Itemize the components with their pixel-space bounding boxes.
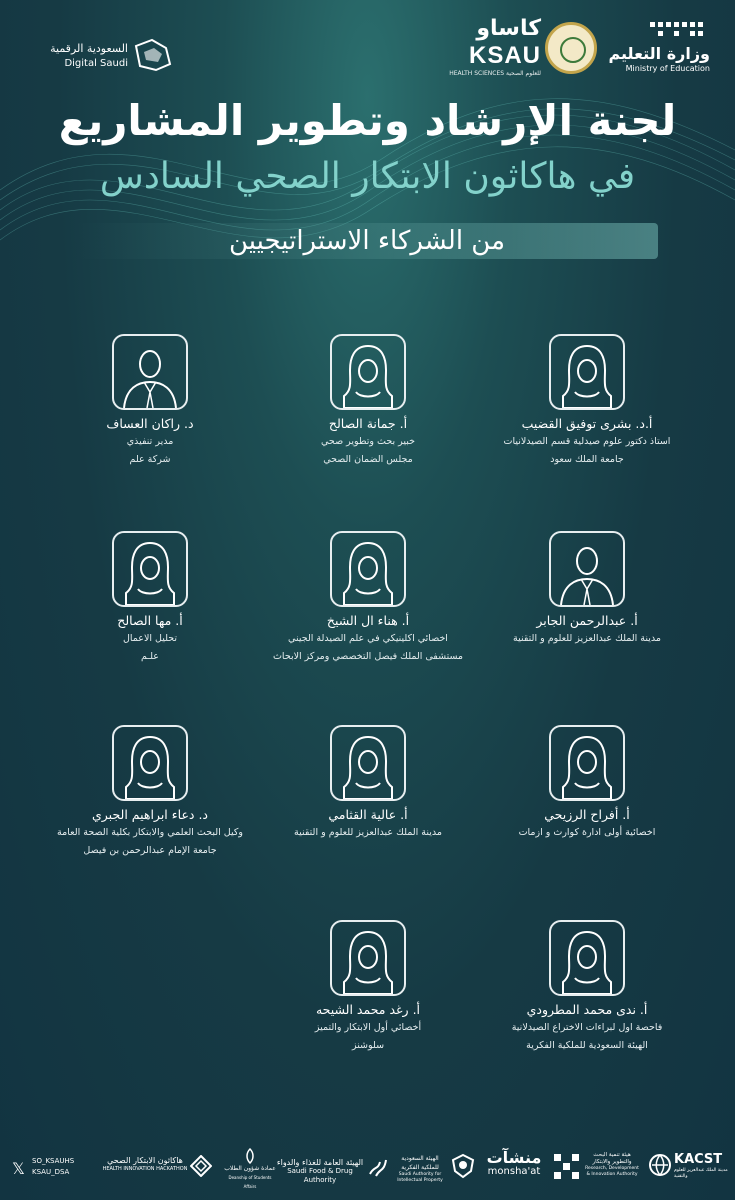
moe-arabic: وزارة التعليم [608,44,710,63]
student-affairs-english: Deanship of Students Affairs [228,1175,272,1189]
member-role-line1: مدينة الملك عبدالعزيز للعلوم و التقنية [513,633,661,644]
member-name: أ.د. بشرى توفيق القضيب [521,416,653,431]
digital-saudi-logo [52,38,172,78]
male-avatar-icon [549,531,625,607]
rdia-logo [584,1148,640,1186]
social-handles [12,1155,92,1185]
member-card [253,920,483,1053]
member-card [472,725,702,840]
member-card [253,725,483,840]
sfda-arabic: الهيئة العامة للغذاء والدواء [276,1158,364,1167]
hackathon-english: HEALTH INNOVATION HACKATHON [102,1166,188,1172]
member-card [253,334,483,467]
hackathon-diamond-icon [190,1155,212,1177]
female-avatar-icon [112,531,188,607]
kacst-globe-icon [648,1153,672,1177]
male-avatar-icon [112,334,188,410]
saip-arabic: الهيئة السعودية للملكية الفكرية [401,1155,439,1171]
student-affairs-arabic: عمادة شؤون الطلاب [224,1165,276,1172]
hackathon-subtitle: في هاكاثون الابتكار الصحي السادس [99,156,636,197]
member-role-line1: فاحصة اول لبراءات الاختراع الصيدلانية [511,1022,663,1033]
sfda-english: Saudi Food & Drug Authority [287,1167,353,1184]
female-avatar-icon [549,920,625,996]
social-handle-2: KSAU_DSA [32,1168,70,1176]
member-name: د. دعاء ابراهيم الجبري [92,807,208,822]
member-role-line1: اخصائي اكلينيكي في علم الصيدلة الجيني [288,633,448,644]
saip-logo [392,1148,448,1186]
female-avatar-icon [112,725,188,801]
monshaat-english: monsha'at [487,1166,541,1177]
member-role-line2: مجلس الضمان الصحي [323,454,413,465]
student-affairs-icon [242,1148,258,1164]
digital-saudi-arabic: السعودية الرقمية [50,42,128,55]
member-role-line1: مدير تنفيذي [126,436,174,447]
member-card [253,531,483,664]
female-avatar-icon [549,334,625,410]
monshaat-logo [486,1148,542,1186]
kacst-logo [674,1148,730,1186]
ksau-logo [445,16,541,76]
x-twitter-icon: 𝕏 [12,1159,25,1178]
ksau-subtitle: HEALTH SCIENCES للعلوم الصحية [449,70,541,77]
rdia-blocks-icon [552,1152,582,1182]
kacst-english: KACST [674,1152,723,1167]
ksau-arabic: كاساو [476,16,541,41]
member-card [472,531,702,646]
saip-shield-icon [450,1153,476,1179]
member-name: أ. عالية القثامي [328,807,408,822]
moe-english: Ministry of Education [625,64,710,73]
member-role-line1: وكيل البحث العلمي والابتكار بكلية الصحة العامة [57,827,243,838]
member-name: أ. رغد محمد الشيحه [315,1002,421,1017]
digital-saudi-english: Digital Saudi [64,58,128,69]
female-avatar-icon [330,334,406,410]
partners-banner: من الشركاء الاستراتيجيين [76,223,658,259]
moe-dots-icon [648,20,710,40]
member-role-line1: مدينة الملك عبدالعزيز للعلوم و التقنية [294,827,442,838]
university-seal-icon [545,22,597,74]
female-avatar-icon [330,725,406,801]
ministry-of-education-logo [604,20,714,76]
member-card [35,334,265,467]
member-name: أ. هناء ال الشيخ [326,613,410,628]
member-name: أ. ندى محمد المطرودي [526,1002,648,1017]
member-name: أ. مها الصالح [117,613,183,628]
member-card [35,725,265,858]
member-role-line2: مستشفى الملك فيصل التخصصي ومركز الابحاث [272,651,464,662]
member-name: د. راكان العساف [106,416,194,431]
member-role-line2: جامعة الملك سعود [550,454,624,465]
member-role-line1: تحليل الاعمال [122,633,178,644]
member-name: أ. أفراح الرزيحي [544,807,630,822]
member-role-line2: سلوشنز [351,1040,385,1051]
sfda-swirl-icon [368,1156,388,1178]
member-role-line2: جامعة الإمام عبدالرحمن بن فيصل [83,845,217,856]
digital-saudi-map-icon [132,38,172,72]
member-role-line2: الهيئة السعودية للملكية الفكرية [526,1040,648,1051]
member-role-line1: أخصائي أول الابتكار والتميز [314,1022,422,1033]
ksau-english: KSAU [468,42,541,69]
saip-english: Saudi Authority for Intellectual Property [397,1172,443,1183]
female-avatar-icon [330,531,406,607]
member-name: أ. عبدالرحمن الجابر [536,613,638,628]
rdia-english: Research, Development & Innovation Authority [585,1166,639,1177]
monshaat-arabic: منشآت [486,1148,542,1167]
member-role-line1: خبير بحث وتطوير صحي [321,436,415,447]
hackathon-logo [100,1148,190,1186]
member-card [35,531,265,664]
member-name: أ. جمانة الصالح [328,416,408,431]
female-avatar-icon [330,920,406,996]
member-card [472,334,702,467]
member-role-line2: علـم [141,651,159,662]
rdia-arabic: هيئة تنمية البحث والتطوير والابتكار [592,1152,632,1165]
female-avatar-icon [549,725,625,801]
hackathon-arabic: هاكاثون الابتكار الصحي [107,1156,183,1165]
member-role-line2: شركة علم [129,454,171,465]
sfda-logo [270,1148,370,1186]
member-role-line1: استاذ دكتور علوم صيدلية قسم الصيدلانيات [503,436,671,447]
kacst-arabic: مدينة الملك عبدالعزيز للعلوم والتقنية [674,1168,728,1179]
committee-title: لجنة الإرشاد وتطوير المشاريع [58,96,677,145]
social-handle-1: SO_KSAUHS [32,1157,75,1165]
member-card [472,920,702,1053]
member-role-line1: اخصائية أولى ادارة كوارث و ازمات [518,827,656,838]
